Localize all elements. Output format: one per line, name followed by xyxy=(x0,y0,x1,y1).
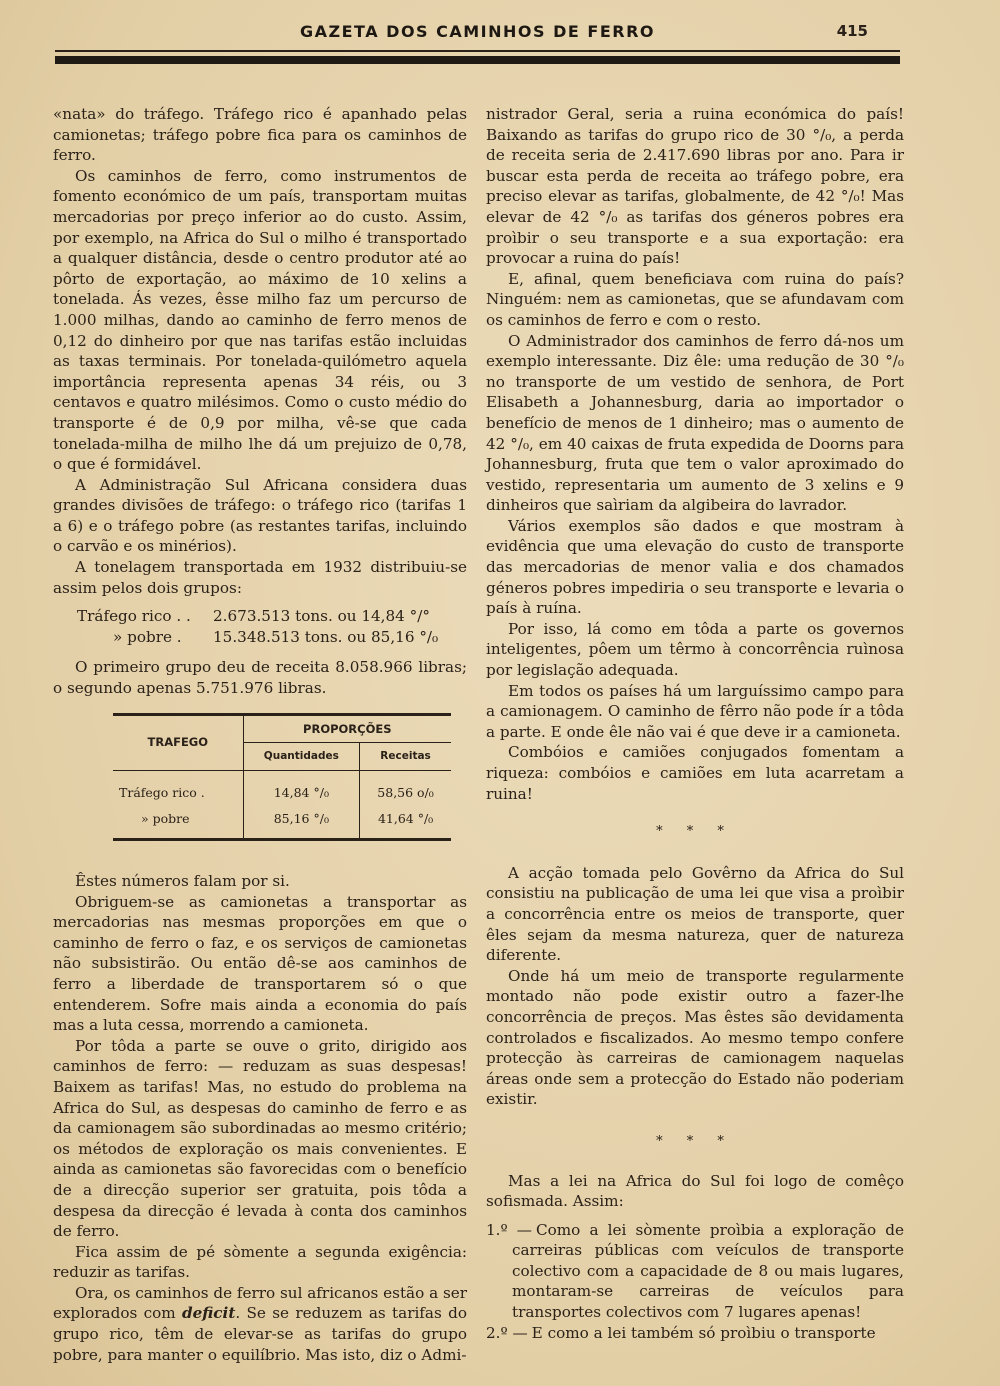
paragraph-text: Ora, os caminhos de ferro sul africanos estão a ser explorados com xyxy=(53,1283,467,1323)
paragraph: nistrador Geral, seria a ruina económica do país! Baixando as tarifas do grupo rico de 30 °/₀, a perda de receita seria de 2.417.690 libras por ano. Para ir buscar esta perda de receita ao tráfego pobre, era preciso elevar as tarifas, globalmente, de 42 °/₀! Mas elevar de 42 °/₀ as tarifas dos géneros pobres era proìbir o seu transporte e a sua exportação: era provocar a ruina do país! xyxy=(486,105,904,268)
paragraph: Combóios e camiões conjugados fomentam a riqueza: combóios e camiões em luta acarretam a ruina! xyxy=(486,743,904,803)
left-column xyxy=(53,104,467,1365)
paragraph: Onde há um meio de transporte regularmente montado não pode existir outro a fazer-lhe concorrência de preços. Mas êstes são devidamenta controlados e fiscalizados. Ao mesmo tempo confere protecção às carreiras de camionagem naquelas áreas onde sem a protecção do Estado não poderiam existir. xyxy=(486,966,904,1109)
header-trafego: TRAFEGO xyxy=(113,714,243,770)
cell-quantidades: 14,84 °/₀ xyxy=(243,770,360,806)
right-column xyxy=(486,104,904,1343)
paragraph: Fica assim de pé sòmente a segunda exigência: reduzir as tarifas. xyxy=(53,1242,467,1282)
paragraph: A acção tomada pelo Govêrno da Africa do Sul consistiu na publicação de uma lei que visa a proìbir a concorrência entre os meios de transporte, quer êles sejam da mesma natureza, quer de natureza diferente. xyxy=(486,863,904,965)
paragraph: O primeiro grupo deu de receita 8.058.966 libras; o segundo apenas 5.751.976 libras. xyxy=(53,658,467,698)
tonnage-list xyxy=(53,606,467,647)
header-receitas: Receitas xyxy=(360,743,451,771)
paragraph: Mas a lei na Africa do Sul foi logo de comêço sofismada. Assim: xyxy=(486,1171,904,1211)
journal-title: GAZETA DOS CAMINHOS DE FERRO xyxy=(299,22,655,41)
list-item xyxy=(486,1220,904,1323)
page-number: 415 xyxy=(836,22,868,40)
paragraph: Êstes números falam por si. xyxy=(75,872,290,890)
paragraph: E, afinal, quem beneficiava com ruina do país? Ninguém: nem as camionetas, que se afundavam com os caminhos de ferro e com o resto. xyxy=(486,269,904,329)
table-row xyxy=(113,770,451,806)
paragraph: Vários exemplos são dados e que mostram à evidência que uma elevação do custo de transporte das mercadorias de menor valia e dos chamados géneros pobres impediria o seu transporte e levaria o país à ruína. xyxy=(486,516,904,618)
paragraph: Em todos os países há um larguíssimo campo para a camionagem. O caminho de fêrro não pode ír a tôda a parte. E onde êle não vai é que deve ir a camioneta. xyxy=(486,681,904,741)
paragraph-text: . Se se reduzem as tarifas do grupo rico, têm de elevar-se as tarifas do grupo pobre, para manter o equilíbrio. Mas isto, diz o Admi- xyxy=(53,1304,467,1364)
paragraph: Os caminhos de ferro, como instrumentos de fomento económico de um país, transportam muitas mercadorias por preço inferior ao do custo. Assim, por exemplo, na Africa do Sul o milho é transportado a qualquer distância, desde o centro produtor até ao pôrto de exportação, ao máximo de 10 xelins a tonelada. Ás vezes, êsse milho faz um percurso de 1.000 milhas, dando ao caminho de ferro menos de 0,12 do dinheiro por que nas tarifas estão incluidas as taxas terminais. Por tonelada-quilómetro aquela importância representa apenas 34 réis, ou 3 centavos e quatro milésimos. Como o custo médio do transporte é de 0,9 por milha, vê-se que cada tonelada-milha de milho lhe dá um prejuizo de 0,78, o que é formidável. xyxy=(53,166,467,474)
cell-quantidades: 85,16 °/₀ xyxy=(243,806,360,839)
header-rule-thick xyxy=(55,56,900,64)
header-quantidades: Quantidades xyxy=(243,743,360,771)
row-label: Tráfego rico . xyxy=(113,770,243,806)
tonnage-label: Tráfego rico . . xyxy=(77,607,191,626)
section-separator: * * * xyxy=(656,1133,734,1149)
emphasis-deficit: deficit xyxy=(181,1304,236,1323)
paragraph: A Administração Sul Africana considera duas grandes divisões de tráfego: o tráfego rico (tarifas 1 a 6) e o tráfego pobre (as restantes tarifas, incluindo o carvão e os minérios). xyxy=(53,475,467,556)
list-number: 2.º — xyxy=(486,1323,528,1342)
tonnage-value: 15.348.513 tons. ou 85,16 °/₀ xyxy=(213,627,439,646)
paragraph: Por isso, lá como em tôda a parte os governos inteligentes, pôem um têrmo à concorrência ruìnosa por legislação adequada. xyxy=(486,619,904,680)
cell-receitas: 41,64 °/₀ xyxy=(360,806,451,839)
paragraph: O Administrador dos caminhos de ferro dá-nos um exemplo interessante. Diz êle: uma redução de 30 °/₀ no transporte de um vestido de senhora, de Port Elisabeth a Johannesburg, daria ao importador o benefício de menos de 1 dinheiro; mas o aumento de 42 °/₀, em 40 caixas de fruta expedida de Doorns para Johannesburg, fruta que tem o valor aproximado do vestido, representaria um aumento de 3 xelins e 9 dinheiros que saìriam da algibeira do lavrador. xyxy=(486,331,904,515)
paragraph: Por tôda a parte se ouve o grito, dirigido aos caminhos de ferro: — reduzam as suas despesas! Baixem as tarifas! Mas, no estudo do problema na Africa do Sul, as despesas do caminho de ferro e as da camionagem são subordinadas ao mesmo critério; os métodos de exploração os mais convenientes. E ainda as camionetas são favorecidas com o benefício de a direcção superior ser gratuita, pois tôda a despesa da direcção é levada à conta dos caminhos de ferro. xyxy=(53,1036,467,1241)
list-text: Como a lei sòmente proìbia a exploração de carreiras públicas com veículos de transporte colectivo com a capacidade de 8 ou mais lugares, montaram-se carreiras de veículos para transportes colectivos com 7 lugares apenas! xyxy=(512,1220,904,1322)
row-label: » pobre xyxy=(113,806,243,839)
list-text: E como a lei também só proìbiu o transporte xyxy=(531,1323,876,1342)
header-proporcoes: PROPORÇÕES xyxy=(243,714,451,743)
table-row xyxy=(113,806,451,839)
section-separator: * * * xyxy=(656,824,734,840)
header-rule-thin xyxy=(55,50,900,52)
list-item xyxy=(486,1323,904,1344)
tonnage-row xyxy=(53,606,467,627)
tonnage-label: » pobre . xyxy=(113,627,182,646)
tonnage-row xyxy=(53,627,467,648)
paragraph xyxy=(53,1283,467,1365)
paragraph: A tonelagem transportada em 1932 distribuiu-se assim pelos dois grupos: xyxy=(53,558,467,597)
list-number: 1.º — xyxy=(486,1220,532,1239)
page-header xyxy=(55,18,900,68)
paragraph: Obriguem-se as camionetas a transportar as mercadorias nas mesmas proporções em que o caminho de ferro o faz, e os serviços de camionetas não subsistirão. Ou então dê-se aos caminhos de ferro a liberdade de transportarem só o que entenderem. Sofre mais ainda a economia do país mas a luta cessa, morrendo a camioneta. xyxy=(53,892,467,1035)
cell-receitas: 58,56 o/₀ xyxy=(377,784,434,800)
tonnage-value: 2.673.513 tons. ou 14,84 °/° xyxy=(213,607,430,626)
paragraph: «nata» do tráfego. Tráfego rico é apanhado pelas camionetas; tráfego pobre fica para os caminhos de ferro. xyxy=(53,105,467,165)
traffic-proportions-table xyxy=(113,713,451,841)
